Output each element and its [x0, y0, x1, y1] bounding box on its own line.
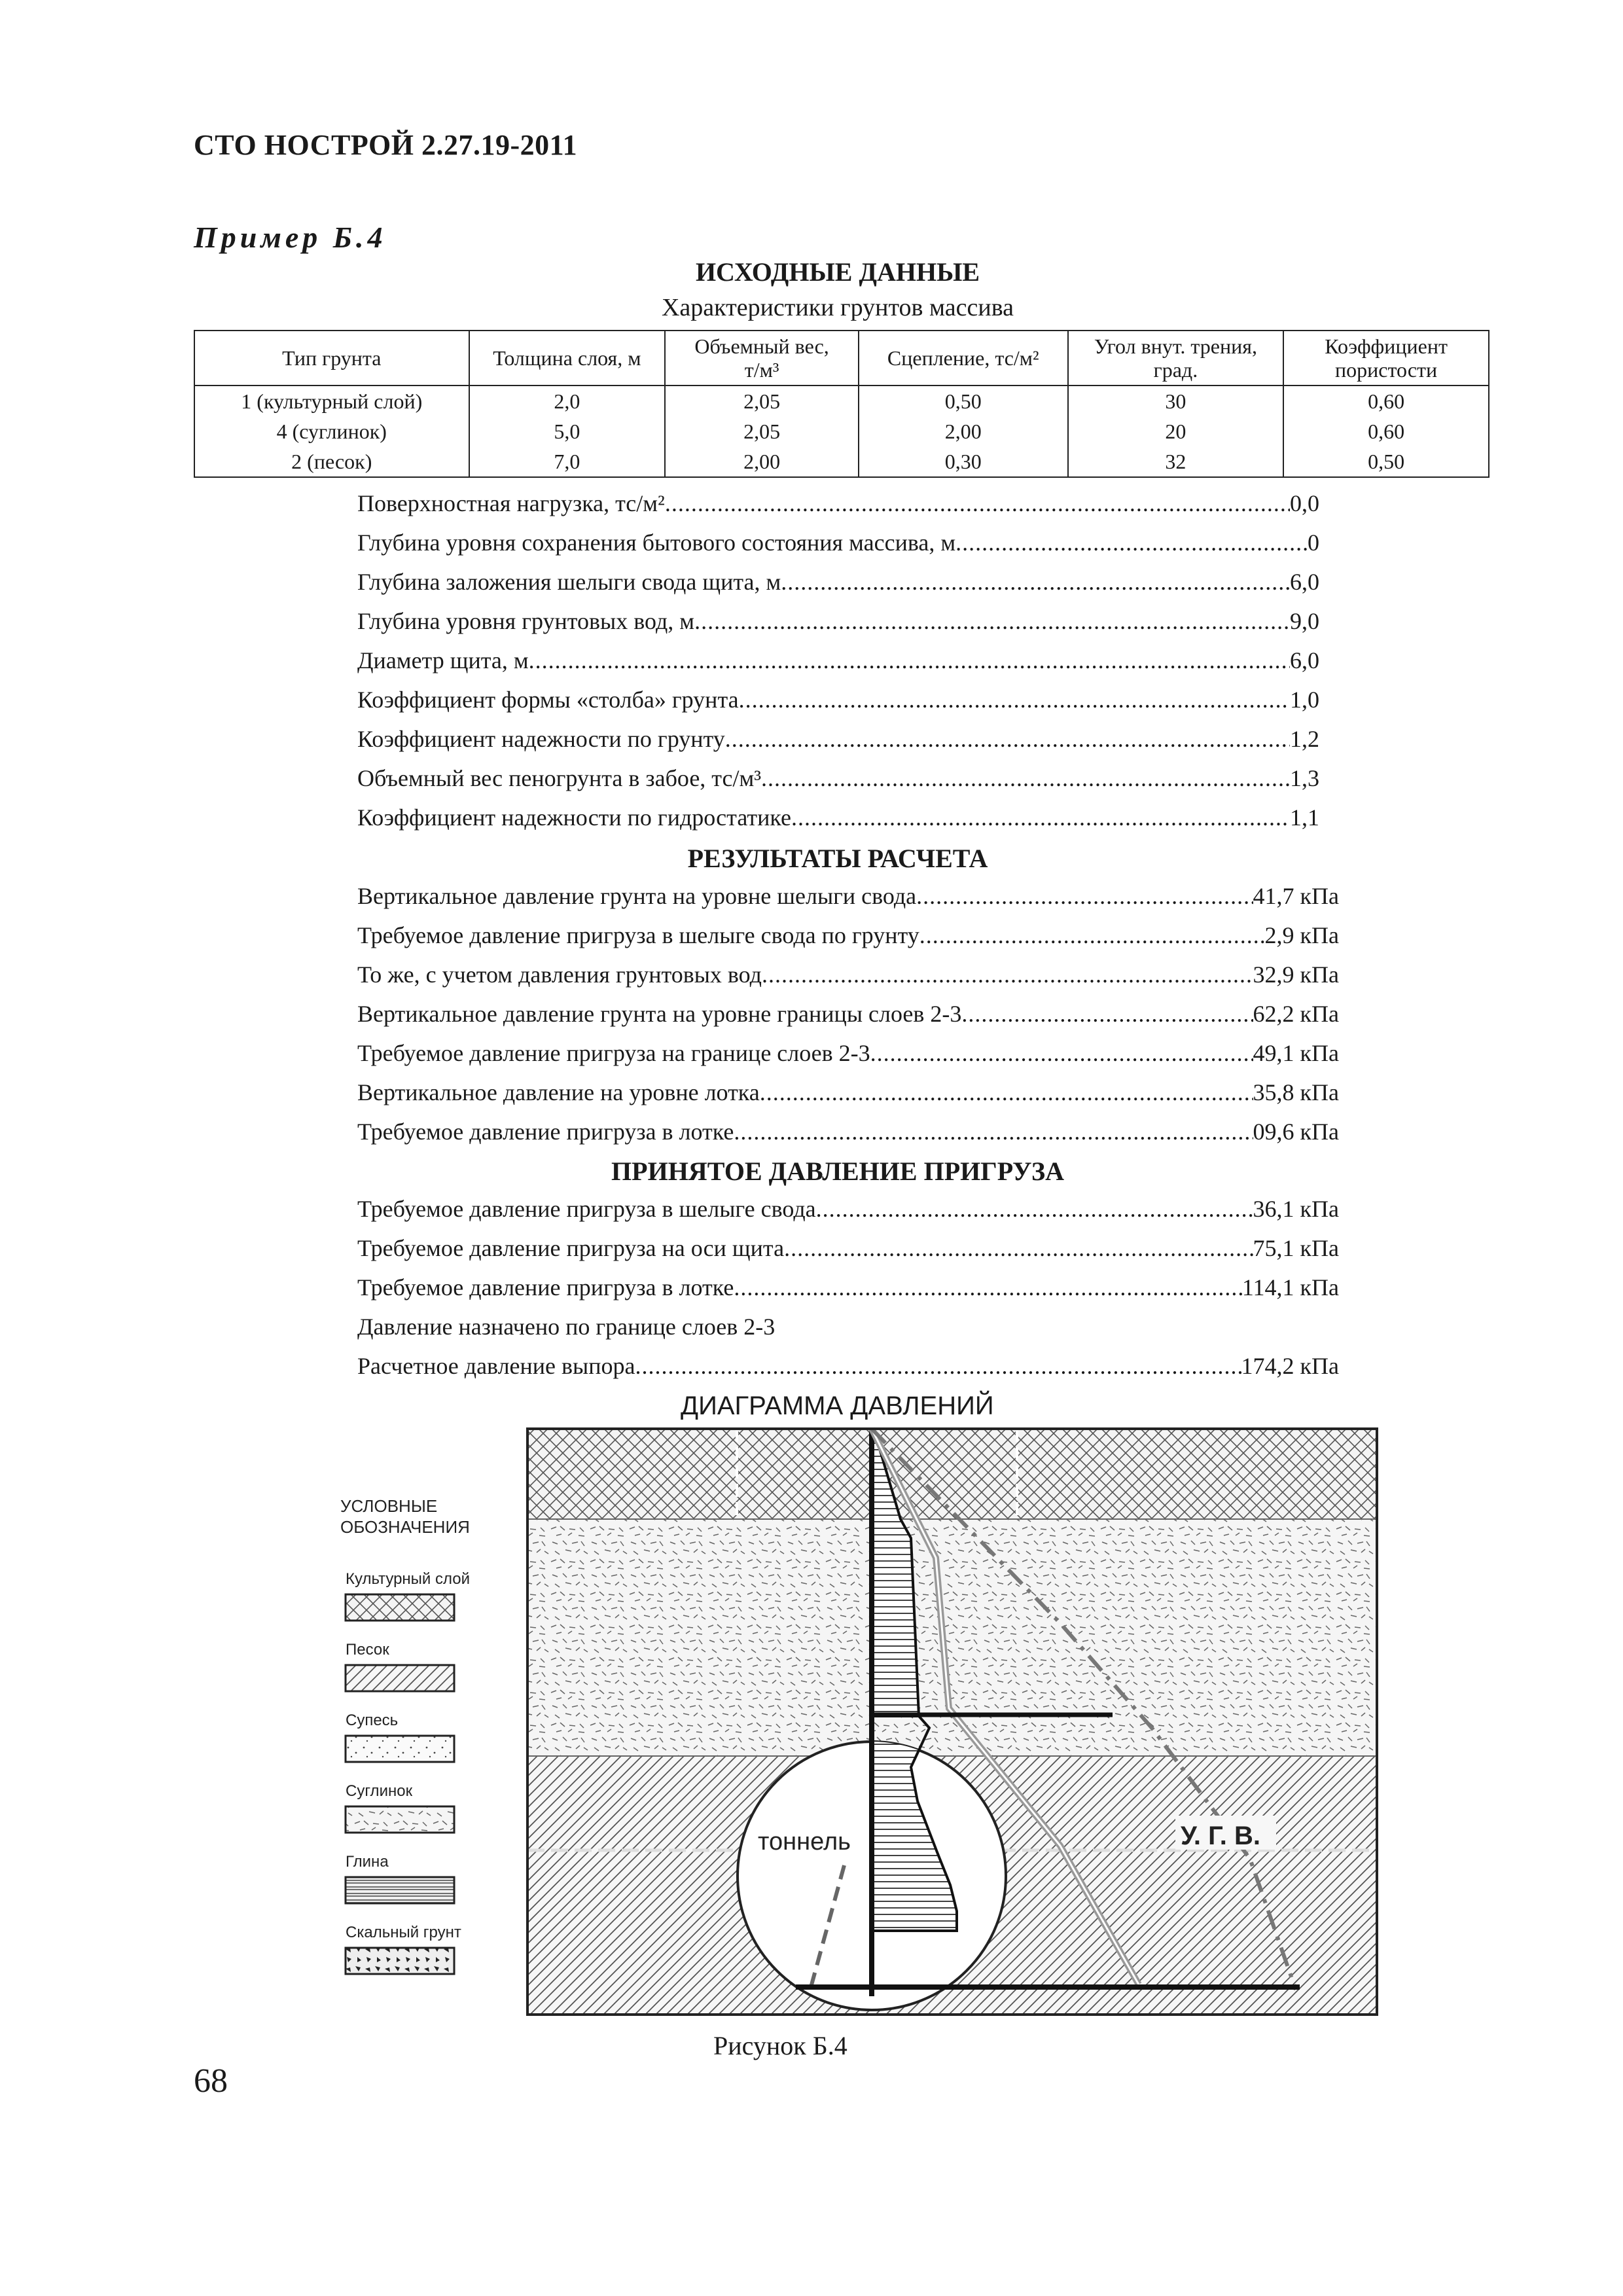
legend-swatch-cultural	[346, 1594, 454, 1621]
table-cell: 20	[1068, 416, 1284, 446]
column-header: Сцепление, тс/м²	[859, 331, 1068, 386]
column-header: Угол внут. трения, град.	[1068, 331, 1284, 386]
param-label: Поверхностная нагрузка, тс/м²	[357, 490, 665, 516]
param-label: Глубина заложения шелыги свода щита, м	[357, 569, 781, 595]
table-cell: 2,00	[665, 446, 859, 477]
note-text: Давление назначено по границе слоев 2-3	[357, 1314, 776, 1340]
tunnel-label: тоннель	[758, 1828, 851, 1856]
accepted-value: 36,1 кПа	[1253, 1196, 1339, 1222]
legend-swatch-sandy-loam	[346, 1736, 454, 1762]
result-value: 41,7 кПа	[1253, 883, 1339, 909]
table-cell: 2,05	[665, 386, 859, 416]
table-cell: 5,0	[469, 416, 666, 446]
param-label: Коэффициент надежности по грунту	[357, 726, 725, 752]
accepted-label: Требуемое давление пригруза в шелыге свода	[357, 1196, 816, 1222]
accepted-title: ПРИНЯТОЕ ДАВЛЕНИЕ ПРИГРУЗА	[611, 1157, 1064, 1186]
figure-caption: Рисунок Б.4	[713, 2031, 847, 2060]
result-value: 35,8 кПа	[1253, 1079, 1339, 1105]
accepted-value: 75,1 кПа	[1253, 1235, 1339, 1261]
param-value: 6,0	[1290, 647, 1319, 673]
column-header: Коэффициент пористости	[1283, 331, 1489, 386]
legend-title-2: ОБОЗНАЧЕНИЯ	[340, 1517, 470, 1537]
param-label: Коэффициент формы «столба» грунта	[357, 687, 739, 713]
result-value: 62,2 кПа	[1253, 1001, 1339, 1027]
table-cell: 2,0	[469, 386, 666, 416]
table-cell: 32	[1068, 446, 1284, 477]
example-label: Пример Б.4	[194, 221, 387, 254]
param-label: Глубина уровня грунтовых вод, м	[357, 608, 695, 634]
param-label: Диаметр щита, м	[357, 647, 529, 673]
table-cell: 0,30	[859, 446, 1068, 477]
legend-title-1: УСЛОВНЫЕ	[340, 1496, 438, 1516]
document-header: СТО НОСТРОЙ 2.27.19-2011	[194, 129, 578, 161]
result-label: То же, с учетом давления грунтовых вод	[357, 961, 762, 988]
param-value: 1,2	[1290, 726, 1319, 752]
result-label: Требуемое давление пригруза в лотке	[357, 1119, 734, 1145]
legend-swatch-clay	[346, 1877, 454, 1903]
param-value: 0,0	[1290, 490, 1319, 516]
table-cell: 4 (суглинок)	[194, 416, 469, 446]
page-number: 68	[194, 2062, 228, 2100]
accepted-label: Требуемое давление пригруза в лотке	[357, 1274, 734, 1300]
result-label: Требуемое давление пригруза в шелыге свода по грунту	[357, 922, 919, 948]
legend-swatch-rock	[346, 1948, 454, 1974]
param-value: 6,0	[1290, 569, 1319, 595]
legend-label-sandy-loam: Супесь	[346, 1712, 399, 1729]
table-cell: 0,60	[1283, 416, 1489, 446]
input-data-title: ИСХОДНЫЕ ДАННЫЕ	[695, 257, 980, 287]
table-cell: 0,50	[859, 386, 1068, 416]
results-title: РЕЗУЛЬТАТЫ РАСЧЕТА	[687, 844, 988, 873]
result-label: Вертикальное давление грунта на уровне границы слоев 2-3	[357, 1001, 962, 1027]
column-header: Объемный вес, т/м³	[665, 331, 859, 386]
param-value: 1,3	[1290, 765, 1319, 791]
table-cell: 1 (культурный слой)	[194, 386, 469, 416]
layer-loam	[527, 1519, 1377, 1756]
layer-cultural	[527, 1429, 1377, 1519]
param-value: 1,1	[1290, 804, 1319, 831]
table-cell: 2 (песок)	[194, 446, 469, 477]
result-value: 49,1 кПа	[1253, 1040, 1339, 1066]
column-header: Толщина слоя, м	[469, 331, 666, 386]
param-label: Объемный вес пеногрунта в забое, тс/м³	[357, 765, 762, 791]
legend-label-loam: Суглинок	[346, 1782, 413, 1800]
param-label: Коэффициент надежности по гидростатике	[357, 804, 791, 831]
result-label: Вертикальное давление на уровне лотка	[357, 1079, 760, 1105]
table-title: Характеристики грунтов массива	[661, 294, 1014, 321]
table-cell: 7,0	[469, 446, 666, 477]
param-value: 1,0	[1290, 687, 1319, 713]
legend-label-sand: Песок	[346, 1641, 389, 1659]
legend-swatch-loam	[346, 1806, 454, 1833]
accepted-label: Требуемое давление пригруза на оси щита	[357, 1235, 785, 1261]
diagram-title: ДИАГРАММА ДАВЛЕНИЙ	[681, 1391, 994, 1420]
param-label: Глубина уровня сохранения бытового состояния массива, м	[357, 529, 956, 556]
result-value: 09,6 кПа	[1253, 1119, 1339, 1145]
result-value: 32,9 кПа	[1253, 961, 1339, 988]
param-value: 0	[1308, 529, 1319, 556]
groundwater-label: У. Г. В.	[1181, 1821, 1261, 1850]
table-cell: 30	[1068, 386, 1284, 416]
result-label: Требуемое давление пригруза на границе слоев 2-3	[357, 1040, 870, 1066]
table-cell: 2,05	[665, 416, 859, 446]
result-value: 2,9 кПа	[1264, 922, 1339, 948]
table-cell: 0,50	[1283, 446, 1489, 477]
column-header: Тип грунта	[194, 331, 469, 386]
legend-label-rock: Скальный грунт	[346, 1924, 461, 1941]
uplift-value: 174,2 кПа	[1241, 1353, 1339, 1379]
table-cell: 2,00	[859, 416, 1068, 446]
legend-label-clay: Глина	[346, 1853, 389, 1871]
legend-label-cultural: Культурный слой	[346, 1570, 471, 1588]
param-value: 9,0	[1290, 608, 1319, 634]
result-label: Вертикальное давление грунта на уровне шелыги свода	[357, 883, 917, 909]
accepted-value: 114,1 кПа	[1241, 1274, 1339, 1300]
legend-swatch-sand	[346, 1665, 454, 1691]
table-cell: 0,60	[1283, 386, 1489, 416]
uplift-label: Расчетное давление выпора	[357, 1353, 635, 1379]
